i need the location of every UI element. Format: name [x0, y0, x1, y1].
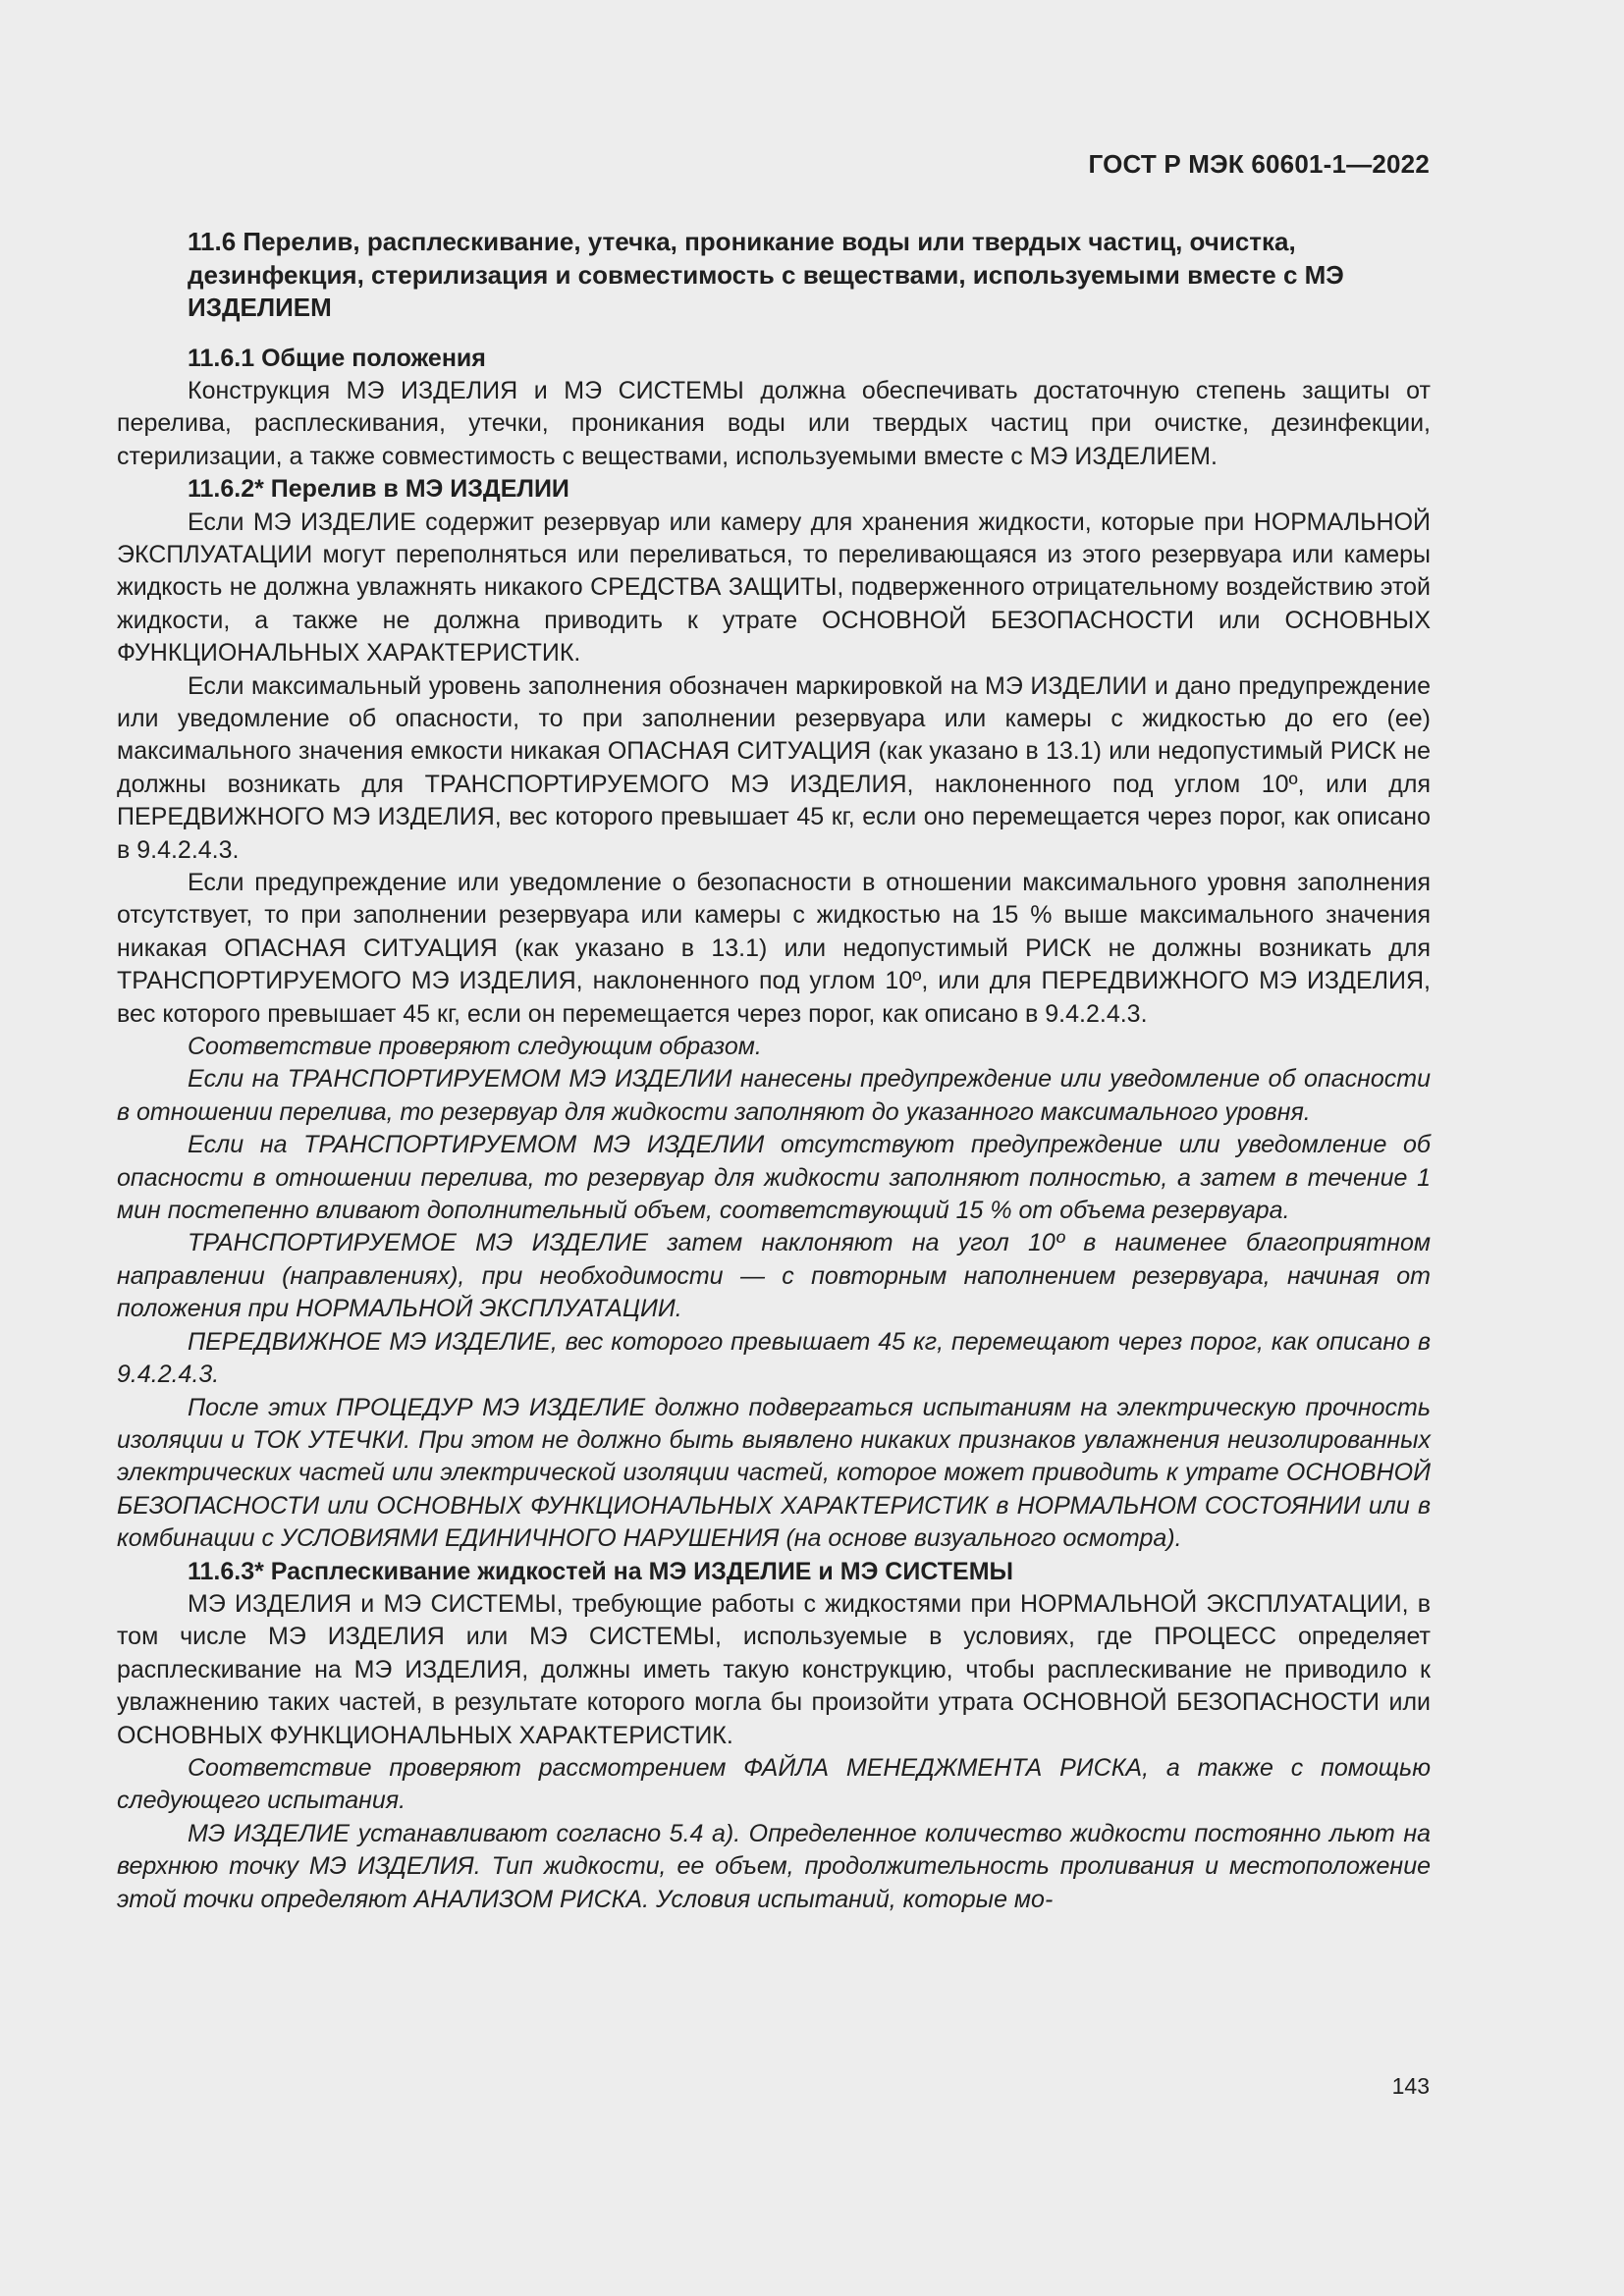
compliance-text: ТРАНСПОРТИРУЕМОЕ МЭ ИЗДЕЛИЕ затем наклоняют на угол 10º в наименее благоприятном направлении (направлениях), при необходимости — с повторным наполнением резервуара, начиная от положения при НОРМАЛЬНОЙ ЭКСПЛУАТАЦИИ.	[117, 1229, 1431, 1323]
compliance-text: Соответствие проверяют следующим образом.	[188, 1033, 762, 1061]
page-number: 143	[1391, 2073, 1430, 2099]
paragraph: Если предупреждение или уведомление о безопасности в отношении максимального уровня заполнения отсутствует, то при заполнении резервуара или камеры с жидкостью на 15 % выше максимального значения никакая ОПАСНАЯ СИТУАЦИЯ (как указано в 13.1) или недопустимый РИСК не должны возникать для ТРАНСПОРТИРУЕМОГО МЭ ИЗДЕЛИЯ, наклоненного под углом 10º, или для ПЕРЕДВИЖНОГО МЭ ИЗДЕЛИЯ, вес которого превышает 45 кг, если он перемещается через порог, как описано в 9.4.2.4.3.	[117, 869, 1431, 1028]
paragraph: Если МЭ ИЗДЕЛИЕ содержит резервуар или камеру для хранения жидкости, которые при НОРМАЛЬНОЙ ЭКСПЛУАТАЦИИ могут переполняться или переливаться, то переливающаяся из этого резервуара или камеры жидкость не должна увлажнять никакого СРЕДСТВА ЗАЩИТЫ, подверженного отрицательному воздействию этой жидкости, а также не должна приводить к утрате ОСНОВНОЙ БЕЗОПАСНОСТИ или ОСНОВНЫХ ФУНКЦИОНАЛЬНЫХ ХАРАКТЕРИСТИК.	[117, 507, 1431, 667]
compliance-text: Соответствие проверяют рассмотрением ФАЙЛА МЕНЕДЖМЕНТА РИСКА, а также с помощью следующего испытания.	[117, 1753, 1431, 1815]
paragraph: МЭ ИЗДЕЛИЯ и МЭ СИСТЕМЫ, требующие работы с жидкостями при НОРМАЛЬНОЙ ЭКСПЛУАТАЦИИ, в том числе МЭ ИЗДЕЛИЯ или МЭ СИСТЕМЫ, используемые в условиях, где ПРОЦЕСС определяет расплескивание на МЭ ИЗДЕЛИЯ, должны иметь такую конструкцию, чтобы расплескивание не приводило к увлажнению таких частей, в результате которого могла бы произойти утрата ОСНОВНОЙ БЕЗОПАСНОСТИ или ОСНОВНЫХ ФУНКЦИОНАЛЬНЫХ ХАРАКТЕРИСТИК.	[117, 1589, 1431, 1749]
compliance-text: МЭ ИЗДЕЛИЕ устанавливают согласно 5.4 а). Определенное количество жидкости постоянно льют на верхнюю точку МЭ ИЗДЕЛИЯ. Тип жидкости, ее объем, продолжительность проливания и местоположение этой точки определяют АНАЛИЗОМ РИСКА. Условия испытаний, которые мо-	[117, 1819, 1431, 1913]
section-heading-11-6: 11.6 Перелив, расплескивание, утечка, проникание воды или твердых частиц, очистка, дезинфекция, стерилизация и совместимость с веществами, используемыми вместе с МЭ ИЗДЕЛИЕМ	[188, 227, 1344, 322]
compliance-text: После этих ПРОЦЕДУР МЭ ИЗДЕЛИЕ должно подвергаться испытаниям на электрическую прочность изоляции и ТОК УТЕЧКИ. При этом не должно быть выявлено никаких признаков увлажнения неизолированных электрических частей или электрической изоляции частей, которое может приводить к утрате ОСНОВНОЙ БЕЗОПАСНОСТИ или ОСНОВНЫХ ФУНКЦИОНАЛЬНЫХ ХАРАКТЕРИСТИК в НОРМАЛЬНОМ СОСТОЯНИИ или в комбинации с УСЛОВИЯМИ ЕДИНИЧНОГО НАРУШЕНИЯ (на основе визуального осмотра).	[117, 1393, 1431, 1553]
compliance-text: Если на ТРАНСПОРТИРУЕМОМ МЭ ИЗДЕЛИИ нанесены предупреждение или уведомление об опасности в отношении перелива, то резервуар для жидкости заполняют до указанного максимального уровня.	[117, 1065, 1431, 1126]
paragraph: Если максимальный уровень заполнения обозначен маркировкой на МЭ ИЗДЕЛИИ и дано предупреждение или уведомление об опасности, то при заполнении резервуара или камеры с жидкостью до его (ее) максимального значения емкости никакая ОПАСНАЯ СИТУАЦИЯ (как указано в 13.1) или недопустимый РИСК не должны возникать для ТРАНСПОРТИРУЕМОГО МЭ ИЗДЕЛИЯ, наклоненного под углом 10º, или для ПЕРЕДВИЖНОГО МЭ ИЗДЕЛИЯ, вес которого превышает 45 кг, если оно перемещается через порог, как описано в 9.4.2.4.3.	[117, 671, 1431, 864]
subsection-heading-11-6-3: 11.6.3* Расплескивание жидкостей на МЭ ИЗДЕЛИЕ и МЭ СИСТЕМЫ	[188, 1557, 1014, 1585]
compliance-text: Если на ТРАНСПОРТИРУЕМОМ МЭ ИЗДЕЛИИ отсутствуют предупреждение или уведомление об опасности в отношении перелива, то резервуар для жидкости заполняют полностью, а затем в течение 1 мин постепенно вливают дополнительный объем, соответствующий 15 % от объема резервуара.	[117, 1131, 1431, 1225]
paragraph: Конструкция МЭ ИЗДЕЛИЯ и МЭ СИСТЕМЫ должна обеспечивать достаточную степень защиты от перелива, расплескивания, утечки, проникания воды или твердых частиц при очистке, дезинфекции, стерилизации, а также совместимость с веществами, используемыми вместе с МЭ ИЗДЕЛИЕМ.	[117, 376, 1431, 470]
subsection-heading-11-6-1: 11.6.1 Общие положения	[188, 344, 486, 372]
compliance-text: ПЕРЕДВИЖНОЕ МЭ ИЗДЕЛИЕ, вес которого превышает 45 кг, перемещают через порог, как описано в 9.4.2.4.3.	[117, 1327, 1431, 1389]
document-header: ГОСТ Р МЭК 60601-1—2022	[1088, 149, 1430, 179]
document-body	[117, 226, 1431, 1916]
subsection-heading-11-6-2: 11.6.2* Перелив в МЭ ИЗДЕЛИИ	[188, 475, 569, 504]
